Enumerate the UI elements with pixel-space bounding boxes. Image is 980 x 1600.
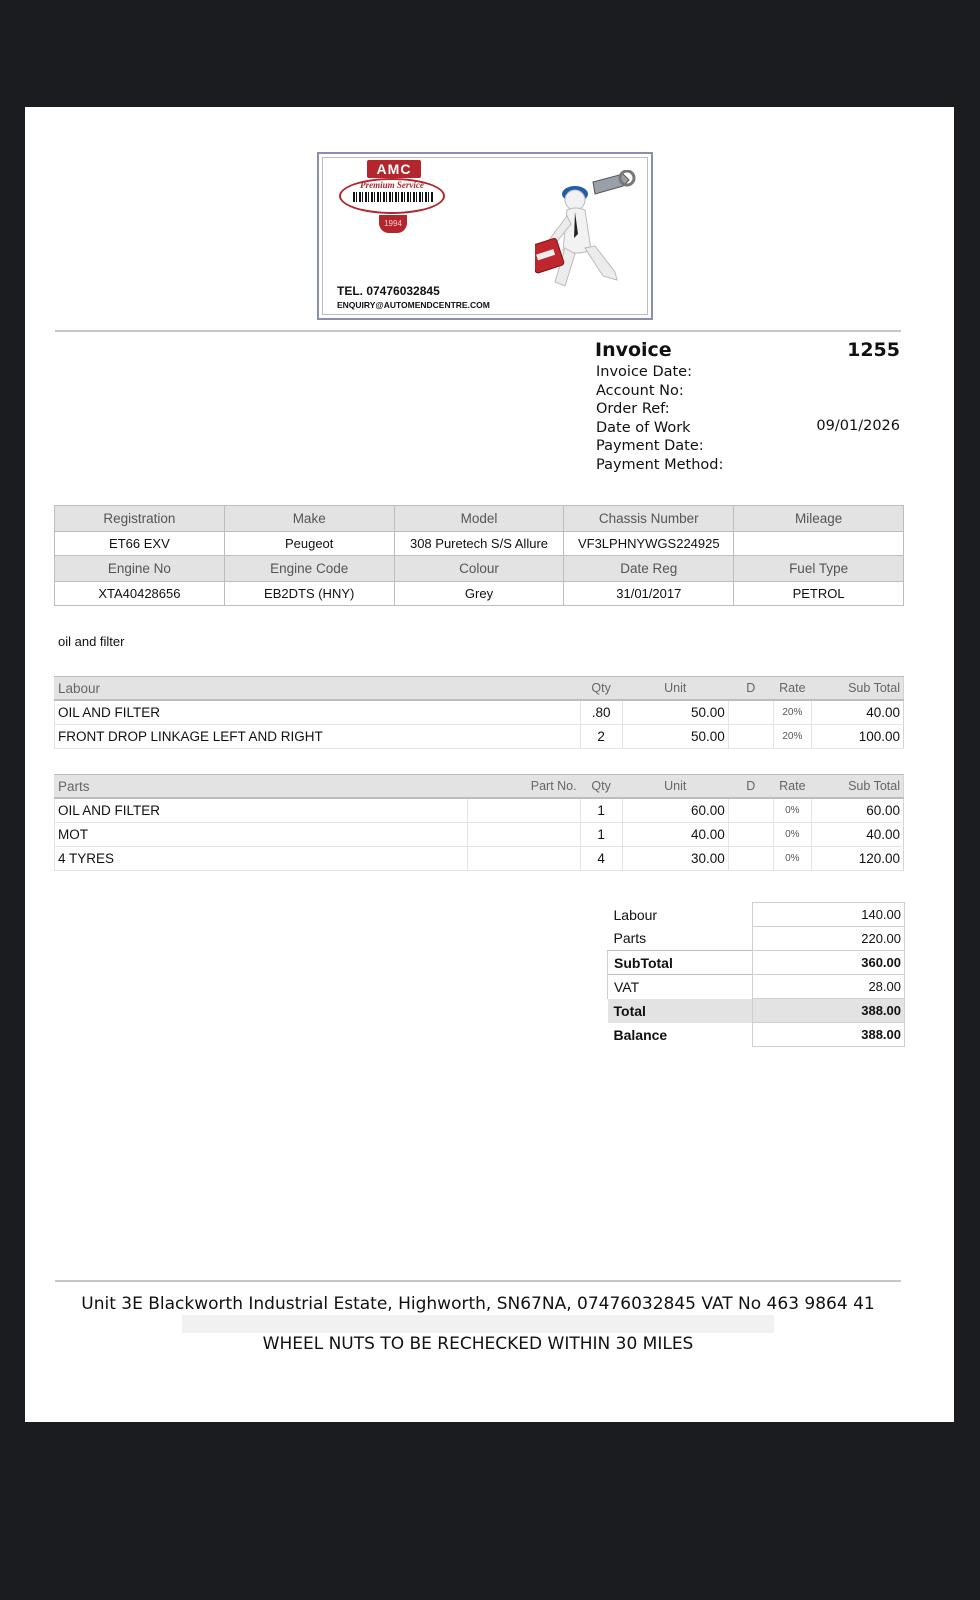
vat-value: 28.00 xyxy=(753,975,905,999)
payment-date-label: Payment Date: xyxy=(596,438,704,455)
colour-value: Grey xyxy=(394,582,564,606)
item-subtotal: 60.00 xyxy=(811,798,903,823)
subtotal-header: Sub Total xyxy=(811,677,903,701)
order-ref-label: Order Ref: xyxy=(596,401,670,418)
parts-header: Parts xyxy=(55,775,468,799)
work-note: oil and filter xyxy=(58,634,125,649)
header-date-reg: Date Reg xyxy=(564,556,734,582)
header-colour: Colour xyxy=(394,556,564,582)
item-description: MOT xyxy=(55,823,468,847)
vat-label: VAT xyxy=(608,975,753,999)
barcode-graphic xyxy=(353,192,433,202)
fuel-type-value: PETROL xyxy=(734,582,904,606)
date-reg-value: 31/01/2017 xyxy=(564,582,734,606)
item-qty: 4 xyxy=(580,847,622,871)
company-email: ENQUIRY@AUTOMENDCENTRE.COM xyxy=(337,300,490,310)
item-part-no xyxy=(468,847,580,871)
invoice-date-label: Invoice Date: xyxy=(596,364,692,380)
item-description: OIL AND FILTER xyxy=(55,700,581,725)
item-discount xyxy=(728,847,773,871)
unit-header: Unit xyxy=(622,677,728,701)
item-discount xyxy=(728,725,773,749)
header-mileage: Mileage xyxy=(734,506,904,532)
item-subtotal: 40.00 xyxy=(811,823,903,847)
total-label: Total xyxy=(608,999,753,1023)
table-row xyxy=(55,532,904,556)
item-part-no xyxy=(468,798,580,823)
subtotal-header: Sub Total xyxy=(811,775,903,799)
item-description: OIL AND FILTER xyxy=(55,798,468,823)
header-engine-code: Engine Code xyxy=(224,556,394,582)
header-make: Make xyxy=(224,506,394,532)
vehicle-details-table xyxy=(54,505,904,606)
invoice-info-labels xyxy=(596,363,723,475)
item-unit: 30.00 xyxy=(622,847,728,871)
rate-header: Rate xyxy=(773,677,811,701)
table-row xyxy=(55,582,904,606)
table-row xyxy=(608,999,905,1023)
premium-service-badge xyxy=(339,160,447,242)
company-phone: TEL. 07476032845 xyxy=(337,284,440,298)
subtotal-label: SubTotal xyxy=(608,951,753,975)
date-of-work-value: 09/01/2026 xyxy=(816,418,900,434)
invoice-title: Invoice xyxy=(595,339,672,361)
header-divider xyxy=(55,330,901,332)
badge-year: 1994 xyxy=(379,215,407,233)
parts-total-value: 220.00 xyxy=(753,927,905,951)
header-engine-no: Engine No xyxy=(55,556,225,582)
table-row xyxy=(55,725,904,749)
item-subtotal: 100.00 xyxy=(811,725,903,749)
item-description: FRONT DROP LINKAGE LEFT AND RIGHT xyxy=(55,725,581,749)
qty-header: Qty xyxy=(580,677,622,701)
table-row xyxy=(55,506,904,532)
brand-logo: AMC xyxy=(367,160,421,178)
invoice-number: 1255 xyxy=(847,339,900,361)
footer-note: WHEEL NUTS TO BE RECHECKED WITHIN 30 MILES xyxy=(262,1334,694,1354)
item-subtotal: 120.00 xyxy=(811,847,903,871)
d-header: D xyxy=(728,775,773,799)
table-row xyxy=(608,975,905,999)
labour-table xyxy=(54,676,904,749)
table-row xyxy=(55,798,904,823)
header-model: Model xyxy=(394,506,564,532)
subtotal-value: 360.00 xyxy=(753,951,905,975)
unit-header: Unit xyxy=(622,775,728,799)
registration-value: ET66 EXV xyxy=(55,532,225,556)
footer-band xyxy=(182,1315,774,1333)
item-rate: 0% xyxy=(773,823,811,847)
mileage-value xyxy=(734,532,904,556)
part-no-header: Part No. xyxy=(468,775,580,799)
table-row xyxy=(608,927,905,951)
table-row xyxy=(608,903,905,927)
item-discount xyxy=(728,823,773,847)
item-rate: 20% xyxy=(773,725,811,749)
item-qty: 1 xyxy=(580,798,622,823)
footer-address: Unit 3E Blackworth Industrial Estate, Highworth, SN67NA, 07476032845 VAT No 463 9864 41 xyxy=(81,1294,875,1314)
header-fuel-type: Fuel Type xyxy=(734,556,904,582)
item-subtotal: 40.00 xyxy=(811,700,903,725)
table-row xyxy=(55,556,904,582)
header-chassis-number: Chassis Number xyxy=(564,506,734,532)
chassis-number-value: VF3LPHNYWGS224925 xyxy=(564,532,734,556)
table-row xyxy=(55,823,904,847)
item-rate: 20% xyxy=(773,700,811,725)
engine-code-value: EB2DTS (HNY) xyxy=(224,582,394,606)
table-row xyxy=(608,951,905,975)
item-qty: 2 xyxy=(580,725,622,749)
item-discount xyxy=(728,700,773,725)
item-description: 4 TYRES xyxy=(55,847,468,871)
item-unit: 50.00 xyxy=(622,700,728,725)
payment-method-label: Payment Method: xyxy=(596,456,724,473)
item-qty: 1 xyxy=(580,823,622,847)
date-of-work-label: Date of Work xyxy=(596,419,691,436)
item-unit: 40.00 xyxy=(622,823,728,847)
invoice-page xyxy=(25,107,954,1422)
table-row xyxy=(55,847,904,871)
item-rate: 0% xyxy=(773,798,811,823)
labour-total-value: 140.00 xyxy=(753,903,905,927)
item-unit: 50.00 xyxy=(622,725,728,749)
balance-value: 388.00 xyxy=(753,1023,905,1047)
item-unit: 60.00 xyxy=(622,798,728,823)
balance-label: Balance xyxy=(613,1026,668,1043)
make-value: Peugeot xyxy=(224,532,394,556)
model-value: 308 Puretech S/S Allure xyxy=(394,532,564,556)
engine-no-value: XTA40428656 xyxy=(55,582,225,606)
company-logo-card xyxy=(317,152,653,320)
item-qty: .80 xyxy=(580,700,622,725)
table-row xyxy=(608,1023,905,1047)
totals-table xyxy=(607,902,905,1047)
badge-text: Premium Service xyxy=(360,180,424,190)
mechanic-mascot-icon xyxy=(535,170,645,310)
header-registration: Registration xyxy=(55,506,225,532)
rate-header: Rate xyxy=(773,775,811,799)
d-header: D xyxy=(728,677,773,701)
parts-table xyxy=(54,774,904,871)
total-value: 388.00 xyxy=(753,999,905,1023)
table-row xyxy=(55,700,904,725)
qty-header: Qty xyxy=(580,775,622,799)
account-no-label: Account No: xyxy=(596,382,684,399)
parts-total-label: Parts xyxy=(613,930,647,947)
table-row xyxy=(55,775,904,799)
footer-divider xyxy=(55,1280,901,1282)
item-rate: 0% xyxy=(773,847,811,871)
table-row xyxy=(55,677,904,701)
labour-total-label: Labour xyxy=(613,906,658,923)
labour-header: Labour xyxy=(55,677,581,701)
item-discount xyxy=(728,798,773,823)
item-part-no xyxy=(468,823,580,847)
